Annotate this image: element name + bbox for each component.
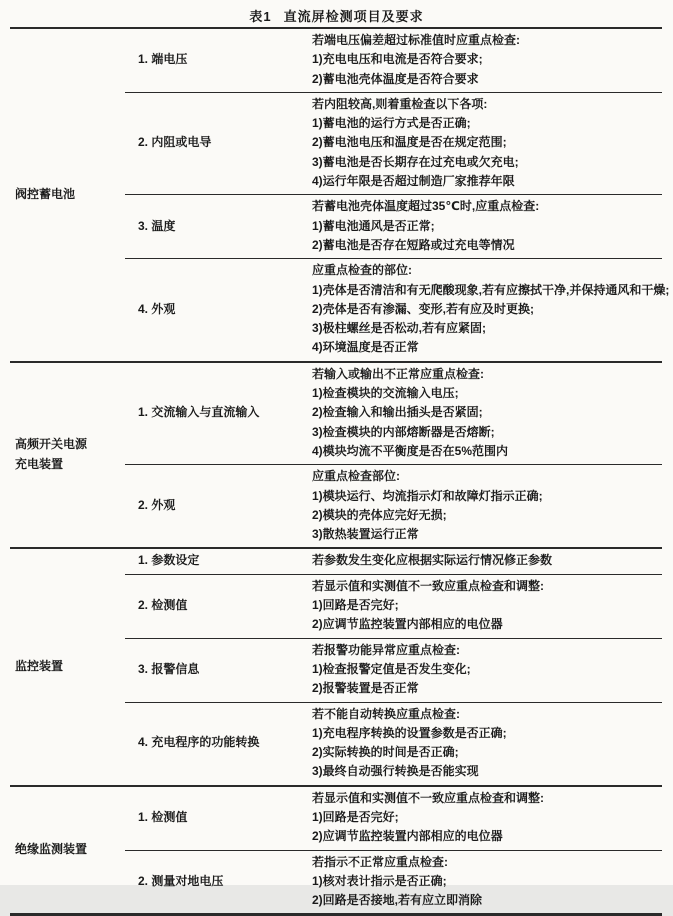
table-row	[10, 548, 662, 574]
requirement-line: 3)极柱螺丝是否松动,若有应紧固;	[312, 321, 487, 336]
requirements-cell	[308, 702, 662, 786]
requirements-cell	[308, 465, 662, 549]
item-cell: 3. 报警信息	[125, 638, 308, 702]
category-label: 阀控蓄电池	[15, 186, 76, 201]
requirement-line: 2)应调节监控装置内部相应的电位器	[312, 829, 503, 844]
inspection-table-body	[10, 28, 670, 915]
item-cell: 1. 检测值	[125, 786, 308, 850]
requirement-line: 2)报警装置是否正常	[312, 681, 419, 696]
category-label: 充电装置	[15, 456, 64, 471]
requirement-line: 3)散热装置运行正常	[312, 527, 419, 542]
requirement-line: 应重点检查的部位:	[312, 263, 412, 278]
item-cell: 1. 端电压	[138, 52, 188, 67]
category-cell	[10, 362, 125, 549]
requirements-cell	[308, 195, 662, 259]
item-cell: 1. 交流输入与直流输入	[125, 362, 308, 465]
requirement-line: 2)实际转换的时间是否正确;	[312, 745, 459, 760]
requirement-line: 若输入或输出不正常应重点检查:	[312, 366, 484, 381]
requirements-cell	[308, 574, 662, 638]
requirement-line: 2)回路是否接地,若有应立即消除	[312, 893, 483, 908]
requirement-line: 1)核对表计指示是否正确;	[312, 873, 447, 888]
requirements-cell	[308, 259, 670, 362]
requirement-line: 若参数发生变化应根据实际运行情况修正参数	[312, 553, 553, 568]
requirements-cell	[308, 638, 662, 702]
requirement-line: 1)模块运行、均流指示灯和故障灯指示正确;	[312, 488, 543, 503]
table-row	[10, 28, 662, 92]
item-cell: 3. 温度	[125, 195, 308, 259]
requirement-line: 1)蓄电池的运行方式是否正确;	[312, 116, 471, 131]
requirement-line: 3)蓄电池是否长期存在过充电或欠充电;	[312, 154, 519, 169]
table-title: 直流屏检测项目及要求	[283, 9, 424, 24]
item-cell: 2. 外观	[125, 465, 308, 549]
requirements-cell	[308, 362, 662, 465]
requirement-line: 2)壳体是否有渗漏、变形,若有应及时更换;	[312, 301, 535, 316]
requirement-line: 若端电压偏差超过标准值时应重点检查:	[312, 33, 520, 47]
requirement-line: 若显示值和实测值不一致应重点检查和调整:	[312, 578, 544, 593]
requirement-line: 1)充电程序转换的设置参数是否正确;	[312, 725, 507, 740]
requirement-line: 1)检查报警定值是否发生变化;	[312, 661, 471, 676]
requirement-line: 1)壳体是否清洁和有无爬酸现象,若有应擦拭干净,并保持通风和干燥;	[312, 282, 670, 297]
requirement-line: 2)模块的壳体应完好无损;	[312, 507, 447, 522]
requirement-line: 3)最终自动强行转换是否能实现	[312, 764, 479, 779]
category-cell	[10, 786, 125, 915]
requirement-line: 1)回路是否完好;	[312, 809, 399, 824]
category-label: 高频开关电源	[15, 437, 88, 452]
requirement-line: 1)充电电压和电流是否符合要求;	[312, 52, 483, 67]
requirements-cell	[308, 548, 662, 574]
requirements-cell	[308, 850, 662, 915]
requirement-line: 1)蓄电池通风是否正常;	[312, 218, 435, 233]
requirement-line: 若不能自动转换应重点检查:	[312, 706, 460, 721]
requirement-line: 2)蓄电池壳体温度是否符合要求	[312, 71, 479, 86]
table-label: 表1	[249, 9, 272, 24]
requirements-cell	[308, 28, 662, 92]
item-cell: 2. 检测值	[125, 574, 308, 638]
requirement-line: 4)运行年限是否超过制造厂家推荐年限	[312, 174, 515, 189]
item-cell: 2. 测量对地电压	[125, 850, 308, 915]
inspection-table	[10, 27, 670, 916]
requirement-line: 4)模块均流不平衡度是否在5%范围内	[312, 443, 509, 458]
item-cell: 4. 充电程序的功能转换	[125, 702, 308, 786]
requirements-cell	[308, 786, 662, 850]
table-row	[10, 786, 662, 850]
requirement-line: 1)回路是否完好;	[312, 598, 399, 613]
category-cell	[10, 28, 125, 362]
requirements-cell	[308, 92, 662, 194]
category-label: 绝缘监测装置	[15, 841, 88, 856]
requirement-line: 若内阻较高,则着重检查以下各项:	[312, 96, 488, 111]
category-label: 监控装置	[15, 658, 64, 673]
table-row	[10, 362, 662, 465]
requirement-line: 2)应调节监控装置内部相应的电位器	[312, 617, 503, 632]
requirement-line: 2)蓄电池是否存在短路或过充电等情况	[312, 237, 515, 252]
requirement-line: 若报警功能异常应重点检查:	[312, 642, 460, 657]
requirement-line: 3)检查模块的内部熔断器是否熔断;	[312, 424, 495, 439]
requirement-line: 2)蓄电池电压和温度是否在规定范围;	[312, 135, 507, 150]
item-cell: 2. 内阻或电导	[125, 92, 308, 194]
item-cell: 4. 外观	[125, 259, 308, 362]
requirement-line: 若指示不正常应重点检查:	[312, 854, 448, 869]
requirement-line: 2)检查输入和输出插头是否紧固;	[312, 405, 483, 420]
requirement-line: 应重点检查部位:	[312, 469, 400, 484]
category-cell	[10, 548, 125, 785]
table-caption	[0, 0, 673, 27]
requirement-line: 若显示值和实测值不一致应重点检查和调整:	[312, 790, 544, 805]
requirement-line: 1)检查模块的交流输入电压;	[312, 386, 459, 401]
requirement-line: 若蓄电池壳体温度超过35℃时,应重点检查:	[312, 199, 540, 214]
requirement-line: 4)环境温度是否正常	[312, 340, 419, 355]
item-cell: 1. 参数设定	[125, 548, 308, 574]
